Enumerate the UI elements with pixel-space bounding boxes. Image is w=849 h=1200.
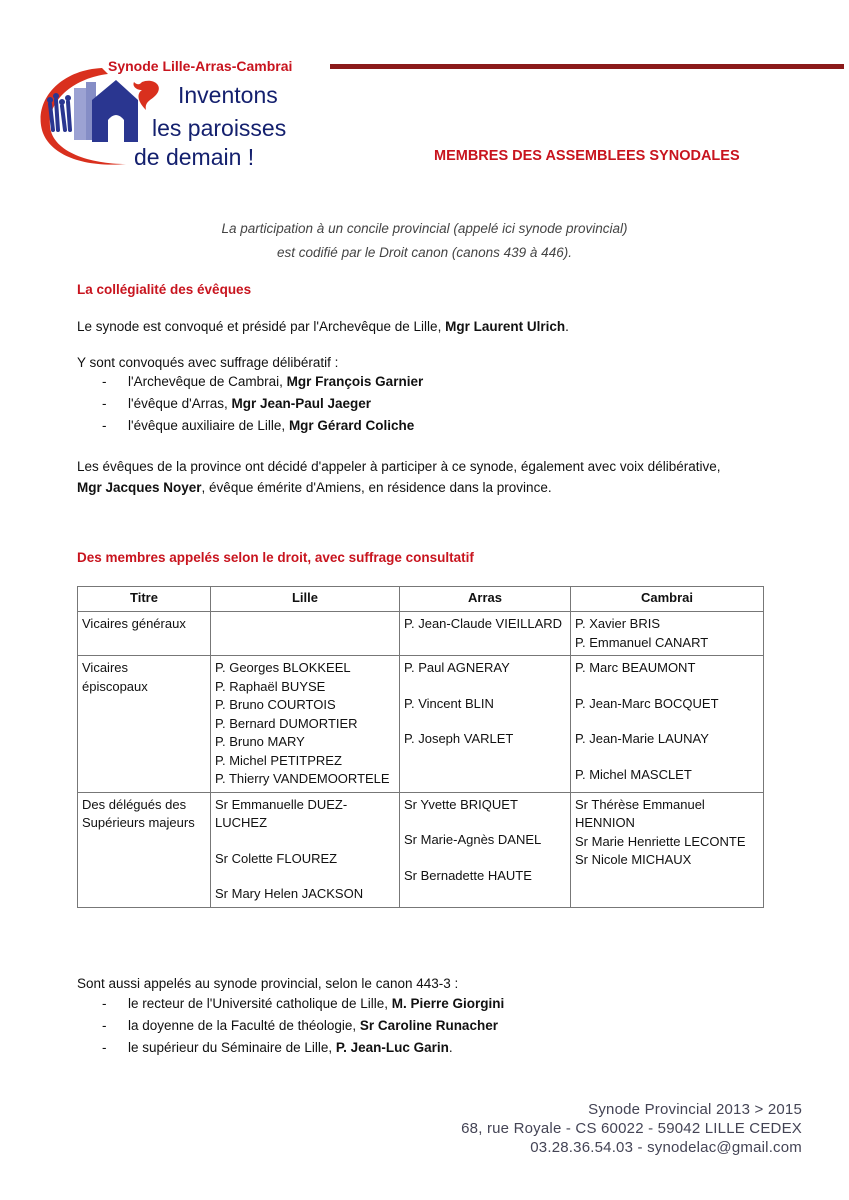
logo-slogan-line-3: de demain ! — [134, 144, 255, 170]
intro-line-2: est codifié par le Droit canon (canons 439 à 446). — [277, 245, 572, 260]
list-item: - le supérieur du Séminaire de Lille, P. Jean-Luc Garin. — [102, 1040, 453, 1055]
list-item-bold: Mgr Jean-Paul Jaeger — [231, 396, 372, 411]
table-header-row — [78, 587, 764, 612]
list-item-bold: Mgr François Garnier — [286, 374, 424, 389]
list-item: - l'évêque d'Arras, Mgr Jean-Paul Jaeger — [102, 396, 372, 411]
column-header-lille: Lille — [211, 587, 400, 612]
paragraph-canon: Sont aussi appelés au synode provincial, selon le canon 443-3 : — [77, 976, 459, 991]
document-title: MEMBRES DES ASSEMBLEES SYNODALES — [434, 148, 740, 164]
table-cell-arras: P. Jean-Claude VIEILLARD — [400, 612, 571, 656]
column-header-cambrai: Cambrai — [571, 587, 764, 612]
table-cell-lille: P. Georges BLOKKEEL P. Raphaël BUYSE P. Bruno COURTOIS P. Bernard DUMORTIER P. Bruno MARY P. Michel PETITPREZ P. Thierry VANDEMOORTELE — [211, 656, 400, 793]
list-item-text: la doyenne de la Faculté de théologie, — [128, 1018, 360, 1033]
header-rule — [330, 64, 844, 69]
logo-organization: Synode Lille-Arras-Cambrai — [108, 58, 293, 74]
section-heading-collegialite: La collégialité des évêques — [77, 282, 252, 297]
paragraph-convocation — [77, 316, 777, 337]
footer-contact: 03.28.36.54.03 - synodelac@gmail.com — [530, 1139, 802, 1156]
table-row — [78, 792, 764, 907]
list-item-text: le supérieur du Séminaire de Lille, — [128, 1040, 336, 1055]
list-item-bold: Mgr Gérard Coliche — [288, 418, 415, 433]
paragraph-bold-name: Mgr Jacques Noyer — [77, 480, 202, 495]
column-header-titre: Titre — [78, 587, 211, 612]
section-heading-membres: Des membres appelés selon le droit, avec suffrage consultatif — [77, 550, 474, 565]
footer-synode: Synode Provincial 2013 > 2015 — [588, 1101, 802, 1118]
logo-slogan-line-1: Inventons — [178, 82, 278, 108]
paragraph-text: Le synode est convoqué et présidé par l'Archevêque de Lille, — [77, 319, 446, 334]
list-item-text: l'Archevêque de Cambrai, — [128, 374, 287, 389]
list-item-bold: Sr Caroline Runacher — [359, 1018, 498, 1033]
members-table — [77, 586, 764, 908]
paragraph-bold-name: Mgr Laurent Ulrich — [445, 319, 566, 334]
table-cell-arras: Sr Yvette BRIQUET Sr Marie-Agnès DANEL Sr Bernadette HAUTE — [400, 792, 571, 907]
paragraph-text: Les évêques de la province ont décidé d'appeler à participer à ce synode, également avec voix délibérative, — [77, 459, 721, 474]
table-row — [78, 612, 764, 656]
table-cell-title: Vicaires généraux — [78, 612, 211, 656]
table-cell-cambrai: P. Marc BEAUMONT P. Jean-Marc BOCQUET P. Jean-Marie LAUNAY P. Michel MASCLET — [571, 656, 764, 793]
intro-line-1: La participation à un concile provincial (appelé ici synode provincial) — [221, 221, 628, 236]
list-item-bold: M. Pierre Giorgini — [391, 996, 505, 1011]
footer-address: 68, rue Royale - CS 60022 - 59042 LILLE CEDEX — [461, 1120, 802, 1137]
column-header-arras: Arras — [400, 587, 571, 612]
paragraph-end: . — [565, 319, 569, 334]
list-item: - l'Archevêque de Cambrai, Mgr François Garnier — [102, 374, 424, 389]
list-item-bold: P. Jean-Luc Garin — [335, 1040, 449, 1055]
paragraph-suffrage: Y sont convoqués avec suffrage délibératif : — [77, 355, 339, 370]
table-cell-arras: P. Paul AGNERAY P. Vincent BLIN P. Joseph VARLET — [400, 656, 571, 793]
list-item-text: le recteur de l'Université catholique de Lille, — [128, 996, 392, 1011]
table-cell-title: Des délégués des Supérieurs majeurs — [78, 792, 211, 907]
paragraph-province — [77, 456, 787, 498]
table-cell-lille — [211, 612, 400, 656]
logo-slogan-line-2: les paroisses — [152, 115, 287, 141]
list-item: - la doyenne de la Faculté de théologie, Sr Caroline Runacher — [102, 1018, 498, 1033]
list-item-text: l'évêque auxiliaire de Lille, — [128, 418, 289, 433]
table-cell-lille: Sr Emmanuelle DUEZ- LUCHEZ Sr Colette FLOUREZ Sr Mary Helen JACKSON — [211, 792, 400, 907]
table-cell-cambrai: P. Xavier BRIS P. Emmanuel CANART — [571, 612, 764, 656]
list-item: - l'évêque auxiliaire de Lille, Mgr Gérard Coliche — [102, 418, 415, 433]
list-item-text: l'évêque d'Arras, — [128, 396, 232, 411]
table-row — [78, 656, 764, 793]
table-cell-cambrai: Sr Thérèse Emmanuel HENNION Sr Marie Henriette LECONTE Sr Nicole MICHAUX — [571, 792, 764, 907]
paragraph-end: , évêque émérite d'Amiens, en résidence dans la province. — [201, 480, 552, 495]
table-cell-title: Vicaires épiscopaux — [78, 656, 211, 793]
list-item: - le recteur de l'Université catholique de Lille, M. Pierre Giorgini — [102, 996, 505, 1011]
